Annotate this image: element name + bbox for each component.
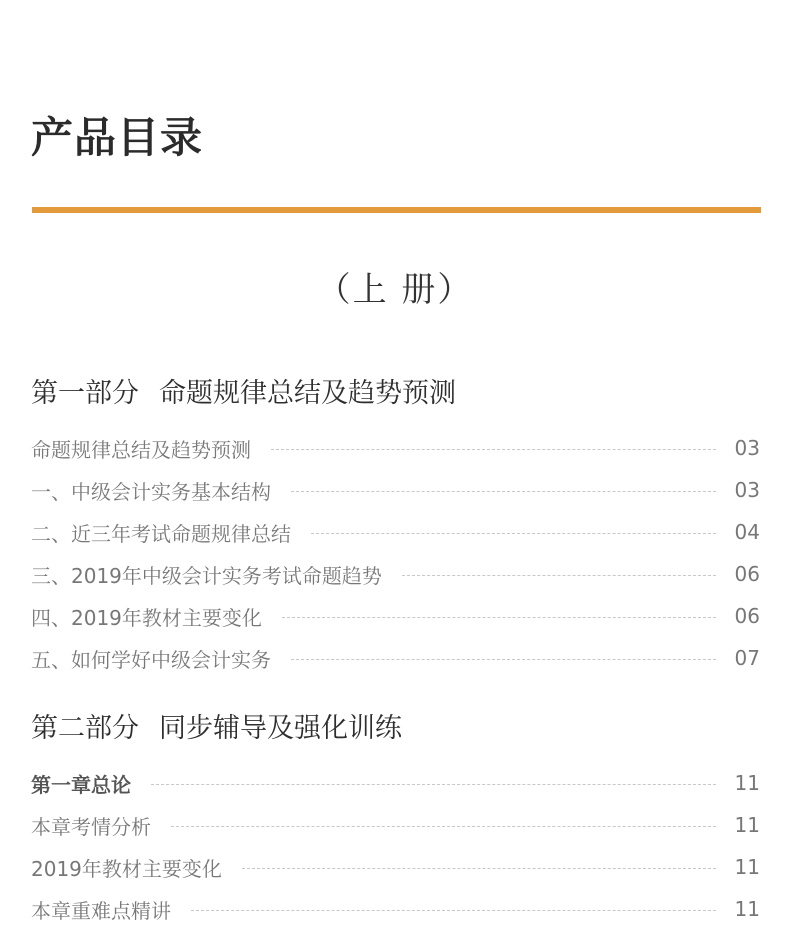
dot-leader [191, 910, 716, 911]
part-number: 第一部分 [31, 378, 139, 409]
toc-entry[interactable] [31, 804, 760, 846]
toc-entry[interactable] [31, 427, 760, 469]
part-number: 第二部分 [31, 713, 139, 744]
dot-leader [402, 575, 716, 576]
toc-entry[interactable] [31, 469, 760, 511]
toc-entry-page: 06 [734, 604, 760, 628]
toc-entry-page: 11 [734, 855, 760, 879]
page-title: 产品目录 [31, 113, 204, 162]
dot-leader [291, 659, 716, 660]
toc-entry-page: 06 [734, 562, 760, 586]
toc-chapter-title: 第一章总论 [31, 772, 131, 797]
toc-entry-title: 三、2019年中级会计实务考试命题趋势 [31, 563, 382, 588]
toc-entry-title: 本章考情分析 [31, 814, 151, 839]
accent-divider [32, 207, 761, 213]
toc-entry[interactable] [31, 595, 760, 637]
volume-label: （上 册） [316, 270, 474, 310]
toc-entry[interactable] [31, 553, 760, 595]
toc-entry-title: 四、2019年教材主要变化 [31, 605, 262, 630]
toc-entry[interactable] [31, 637, 760, 679]
toc-entry[interactable] [31, 762, 760, 804]
part-title: 同步辅导及强化训练 [159, 713, 402, 744]
toc-entry[interactable] [31, 511, 760, 553]
toc-entry-page: 03 [734, 478, 760, 502]
part-heading-1 [31, 377, 456, 411]
toc-entry-title: 五、如何学好中级会计实务 [31, 647, 271, 672]
dot-leader [311, 533, 716, 534]
toc-entry-page: 04 [734, 520, 760, 544]
toc-entry-title: 2019年教材主要变化 [31, 856, 222, 881]
toc-entry-page: 11 [734, 813, 760, 837]
toc-entry-page: 11 [734, 897, 760, 921]
dot-leader [282, 617, 716, 618]
dot-leader [151, 784, 716, 785]
toc-list-part-1 [31, 427, 760, 679]
toc-entry-page: 07 [734, 646, 760, 670]
toc-entry-title: 一、中级会计实务基本结构 [31, 479, 271, 504]
toc-entry-title: 命题规律总结及趋势预测 [31, 437, 251, 462]
dot-leader [271, 449, 716, 450]
toc-entry-page: 11 [734, 771, 760, 795]
part-heading-2 [31, 712, 402, 746]
toc-entry-page: 03 [734, 436, 760, 460]
toc-entry-title: 二、近三年考试命题规律总结 [31, 521, 291, 546]
dot-leader [171, 826, 716, 827]
toc-entry[interactable] [31, 888, 760, 930]
toc-entry-title: 本章重难点精讲 [31, 898, 171, 923]
toc-list-part-2 [31, 762, 760, 930]
dot-leader [242, 868, 716, 869]
dot-leader [291, 491, 716, 492]
toc-entry[interactable] [31, 846, 760, 888]
part-title: 命题规律总结及趋势预测 [159, 378, 456, 409]
